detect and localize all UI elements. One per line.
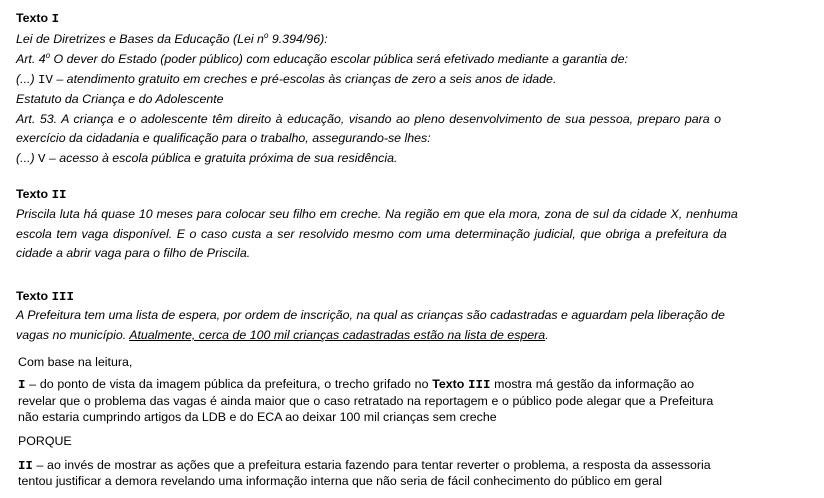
assertion2-line2: tentou justificar a demora revelando uma informação interna que não seria de fácil conhecimento do público em geral bbox=[18, 474, 662, 488]
ldb-title-text: Lei de Diretrizes e Bases da Educação (Lei n bbox=[16, 32, 264, 46]
assertion2-text-a: – ao invés de mostrar as ações que a prefeitura estaria fazendo para tentar reverter o problema, a resposta da assessoria bbox=[32, 458, 711, 472]
texto3-underlined-excerpt: Atualmente, cerca de 100 mil crianças cadastradas estão na lista de espera bbox=[129, 328, 546, 342]
ldb-title-number: 9.394/96): bbox=[268, 32, 328, 46]
assertion2-line1 bbox=[18, 458, 711, 474]
assertion1-numeral: I bbox=[18, 378, 26, 392]
question-intro: Com base na leitura, bbox=[18, 355, 133, 369]
item-v-text: – acesso à escola pública e gratuita próxima de sua residência. bbox=[45, 151, 398, 165]
item-v-numeral: V bbox=[38, 152, 46, 166]
texto3-heading bbox=[16, 289, 74, 305]
texto2-heading-numeral: II bbox=[51, 188, 67, 202]
art4-label: Art. 4 bbox=[16, 52, 46, 66]
texto3-line1: A Prefeitura tem uma lista de espera, por ordem de inscrição, na qual as crianças são cadastradas e aguardam pela liberação de bbox=[16, 308, 725, 322]
texto1-heading-word: Texto bbox=[16, 11, 49, 25]
texto2-heading-word: Texto bbox=[16, 187, 49, 201]
assertion2-numeral: II bbox=[18, 459, 33, 473]
connector-porque: PORQUE bbox=[18, 434, 72, 448]
texto2-line3: cidade a abrir vaga para o filho de Priscila. bbox=[16, 246, 251, 260]
texto1-heading bbox=[16, 11, 59, 27]
assertion1-text-b: mostra má gestão da informação ao bbox=[490, 377, 695, 391]
texto3-line2-end: . bbox=[545, 328, 549, 342]
item-iv-numeral: IV bbox=[38, 73, 53, 87]
ldb-title bbox=[16, 32, 328, 47]
eca-art53-line2: exercício da cidadania e qualificação para o trabalho, assegurando-se lhes: bbox=[16, 131, 431, 145]
texto2-heading bbox=[16, 187, 66, 203]
item-v-prefix: (...) bbox=[16, 151, 39, 165]
item-iv-prefix: (...) bbox=[16, 72, 39, 86]
ldb-art4 bbox=[16, 52, 628, 67]
texto3-heading-word: Texto bbox=[16, 289, 49, 303]
art4-text: O dever do Estado (poder público) com educação escolar pública será efetivado mediante a garantia de: bbox=[50, 52, 628, 66]
ldb-item-iv bbox=[16, 72, 556, 88]
texto2-line2: escola tem vaga disponível. E o caso custa a ser resolvido mesmo com uma determinação judicial, que obriga a prefeitura da bbox=[16, 227, 727, 241]
ldb-title-superscript: o bbox=[263, 31, 269, 40]
assertion1-line3: não estaria cumprindo artigos da LDB e do ECA ao deixar 100 mil crianças sem creche bbox=[18, 410, 497, 424]
texto3-line2 bbox=[16, 328, 549, 343]
texto1-heading-numeral: I bbox=[51, 12, 60, 26]
texto3-heading-numeral: III bbox=[51, 290, 74, 304]
texto2-line1: Priscila luta há quase 10 meses para colocar seu filho em creche. Na região em que ela mora, zona de sul da cidade X, nenhuma bbox=[16, 207, 738, 221]
assertion1-ref-word: Texto bbox=[432, 377, 465, 391]
art4-superscript: o bbox=[45, 51, 51, 60]
texto3-line2-text: vagas no município. bbox=[16, 328, 130, 342]
eca-title: Estatuto da Criança e do Adolescente bbox=[16, 92, 224, 106]
eca-art53-line1: Art. 53. A criança e o adolescente têm direito à educação, visando ao pleno desenvolvimento de sua pessoa, preparo para o bbox=[16, 112, 722, 126]
assertion1-text-a: – do ponto de vista da imagem pública da prefeitura, o trecho grifado no bbox=[25, 377, 433, 391]
assertion1-ref-numeral: III bbox=[468, 378, 491, 392]
item-iv-text: – atendimento gratuito em creches e pré-escolas às crianças de zero a seis anos de idade. bbox=[52, 72, 557, 86]
eca-item-v bbox=[16, 151, 397, 167]
assertion1-line1 bbox=[18, 377, 694, 393]
assertion1-line2: revelar que o problema das vagas é ainda maior que o caso retratado na reportagem e o público pode alegar que a Prefeitura bbox=[18, 394, 714, 408]
